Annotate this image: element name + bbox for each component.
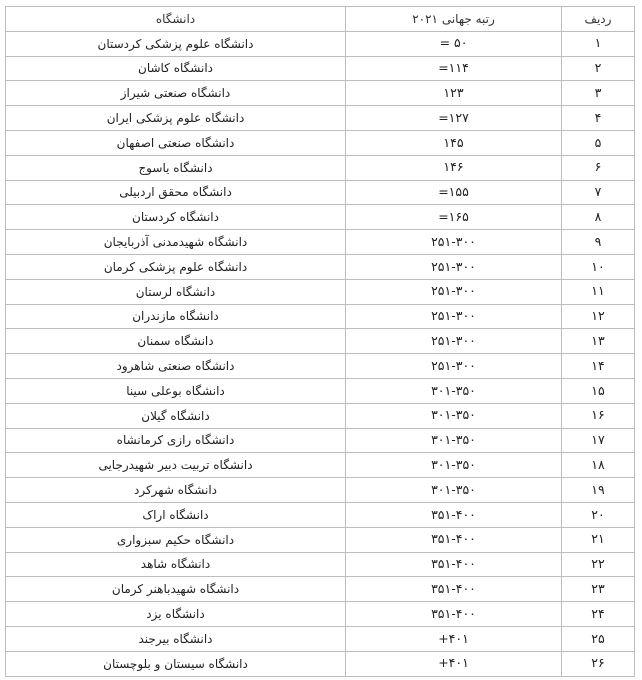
world-rank-cell: ۳۰۱-۳۵۰	[346, 378, 562, 403]
table-row	[6, 577, 635, 602]
rankings-table-container	[5, 6, 634, 677]
row-number-cell: ۱۶	[562, 403, 635, 428]
row-number-cell: ۱۷	[562, 428, 635, 453]
table-row	[6, 354, 635, 379]
world-rank-cell: =۱۲۷	[346, 106, 562, 131]
university-name-cell: دانشگاه کاشان	[6, 56, 346, 81]
table-body	[6, 31, 635, 676]
university-name-cell: دانشگاه حکیم سبزواری	[6, 527, 346, 552]
row-number-cell: ۲۶	[562, 651, 635, 676]
world-rank-cell: ۱۲۳	[346, 81, 562, 106]
world-rank-cell: ۳۵۱-۴۰۰	[346, 577, 562, 602]
row-number-cell: ۲۰	[562, 502, 635, 527]
world-rank-cell: ۳۰۱-۳۵۰	[346, 453, 562, 478]
row-number-cell: ۲۴	[562, 602, 635, 627]
table-row	[6, 602, 635, 627]
university-name-cell: دانشگاه صنعتی اصفهان	[6, 130, 346, 155]
header-university: دانشگاه	[6, 7, 346, 32]
world-rank-cell: ۲۵۱-۳۰۰	[346, 230, 562, 255]
world-rank-cell: ۲۵۱-۳۰۰	[346, 279, 562, 304]
university-name-cell: دانشگاه محقق اردبیلی	[6, 180, 346, 205]
university-name-cell: دانشگاه یزد	[6, 602, 346, 627]
university-name-cell: دانشگاه شهرکرد	[6, 478, 346, 503]
university-name-cell: دانشگاه تربیت دبیر شهیدرجایی	[6, 453, 346, 478]
table-row	[6, 56, 635, 81]
row-number-cell: ۷	[562, 180, 635, 205]
world-rank-cell: ۲۵۱-۳۰۰	[346, 254, 562, 279]
world-rank-cell: ۳۵۱-۴۰۰	[346, 552, 562, 577]
table-row	[6, 378, 635, 403]
row-number-cell: ۱۴	[562, 354, 635, 379]
row-number-cell: ۲۳	[562, 577, 635, 602]
row-number-cell: ۱۸	[562, 453, 635, 478]
university-name-cell: دانشگاه شهیدمدنی آذربایجان	[6, 230, 346, 255]
table-row	[6, 130, 635, 155]
row-number-cell: ۳	[562, 81, 635, 106]
world-rank-cell: =۱۵۵	[346, 180, 562, 205]
row-number-cell: ۱	[562, 31, 635, 56]
row-number-cell: ۵	[562, 130, 635, 155]
university-name-cell: دانشگاه علوم پزشکی کردستان	[6, 31, 346, 56]
table-row	[6, 230, 635, 255]
table-row	[6, 552, 635, 577]
table-row	[6, 502, 635, 527]
table-row	[6, 403, 635, 428]
table-row	[6, 626, 635, 651]
table-row	[6, 453, 635, 478]
row-number-cell: ۸	[562, 205, 635, 230]
table-row	[6, 81, 635, 106]
table-row	[6, 254, 635, 279]
university-name-cell: دانشگاه رازی کرمانشاه	[6, 428, 346, 453]
header-row-number: ردیف	[562, 7, 635, 32]
table-row	[6, 180, 635, 205]
row-number-cell: ۱۵	[562, 378, 635, 403]
university-rankings-table	[5, 6, 635, 677]
row-number-cell: ۱۹	[562, 478, 635, 503]
table-row	[6, 428, 635, 453]
row-number-cell: ۱۳	[562, 329, 635, 354]
table-row	[6, 205, 635, 230]
world-rank-cell: ۱۴۶	[346, 155, 562, 180]
table-row	[6, 279, 635, 304]
university-name-cell: دانشگاه سیستان و بلوچستان	[6, 651, 346, 676]
world-rank-cell: ۳۰۱-۳۵۰	[346, 428, 562, 453]
row-number-cell: ۹	[562, 230, 635, 255]
university-name-cell: دانشگاه لرستان	[6, 279, 346, 304]
row-number-cell: ۱۱	[562, 279, 635, 304]
row-number-cell: ۲۵	[562, 626, 635, 651]
world-rank-cell: ۲۵۱-۳۰۰	[346, 329, 562, 354]
table-row	[6, 329, 635, 354]
world-rank-cell: ۳۰۱-۳۵۰	[346, 403, 562, 428]
row-number-cell: ۲۱	[562, 527, 635, 552]
university-name-cell: دانشگاه بوعلی سینا	[6, 378, 346, 403]
table-header-row	[6, 7, 635, 32]
university-name-cell: دانشگاه صنعتی شیراز	[6, 81, 346, 106]
row-number-cell: ۱۲	[562, 304, 635, 329]
university-name-cell: دانشگاه صنعتی شاهرود	[6, 354, 346, 379]
table-row	[6, 478, 635, 503]
world-rank-cell: ۳۵۱-۴۰۰	[346, 527, 562, 552]
world-rank-cell: =۱۶۵	[346, 205, 562, 230]
row-number-cell: ۱۰	[562, 254, 635, 279]
world-rank-cell: ۲۵۱-۳۰۰	[346, 354, 562, 379]
university-name-cell: دانشگاه علوم پزشکی ایران	[6, 106, 346, 131]
world-rank-cell: ۳۰۱-۳۵۰	[346, 478, 562, 503]
university-name-cell: دانشگاه شهیدباهنر کرمان	[6, 577, 346, 602]
world-rank-cell: +۴۰۱	[346, 651, 562, 676]
university-name-cell: دانشگاه سمنان	[6, 329, 346, 354]
university-name-cell: دانشگاه علوم پزشکی کرمان	[6, 254, 346, 279]
header-world-rank: رتبه جهانی ۲۰۲۱	[346, 7, 562, 32]
row-number-cell: ۶	[562, 155, 635, 180]
university-name-cell: دانشگاه اراک	[6, 502, 346, 527]
world-rank-cell: +۴۰۱	[346, 626, 562, 651]
university-name-cell: دانشگاه کردستان	[6, 205, 346, 230]
world-rank-cell: = ۵۰	[346, 31, 562, 56]
university-name-cell: دانشگاه مازندران	[6, 304, 346, 329]
row-number-cell: ۲	[562, 56, 635, 81]
university-name-cell: دانشگاه شاهد	[6, 552, 346, 577]
table-row	[6, 155, 635, 180]
table-row	[6, 527, 635, 552]
row-number-cell: ۴	[562, 106, 635, 131]
world-rank-cell: =۱۱۴	[346, 56, 562, 81]
university-name-cell: دانشگاه یاسوج	[6, 155, 346, 180]
world-rank-cell: ۱۴۵	[346, 130, 562, 155]
world-rank-cell: ۳۵۱-۴۰۰	[346, 602, 562, 627]
row-number-cell: ۲۲	[562, 552, 635, 577]
university-name-cell: دانشگاه گیلان	[6, 403, 346, 428]
table-row	[6, 304, 635, 329]
table-row	[6, 106, 635, 131]
table-row	[6, 31, 635, 56]
table-row	[6, 651, 635, 676]
world-rank-cell: ۳۵۱-۴۰۰	[346, 502, 562, 527]
university-name-cell: دانشگاه بیرجند	[6, 626, 346, 651]
world-rank-cell: ۲۵۱-۳۰۰	[346, 304, 562, 329]
